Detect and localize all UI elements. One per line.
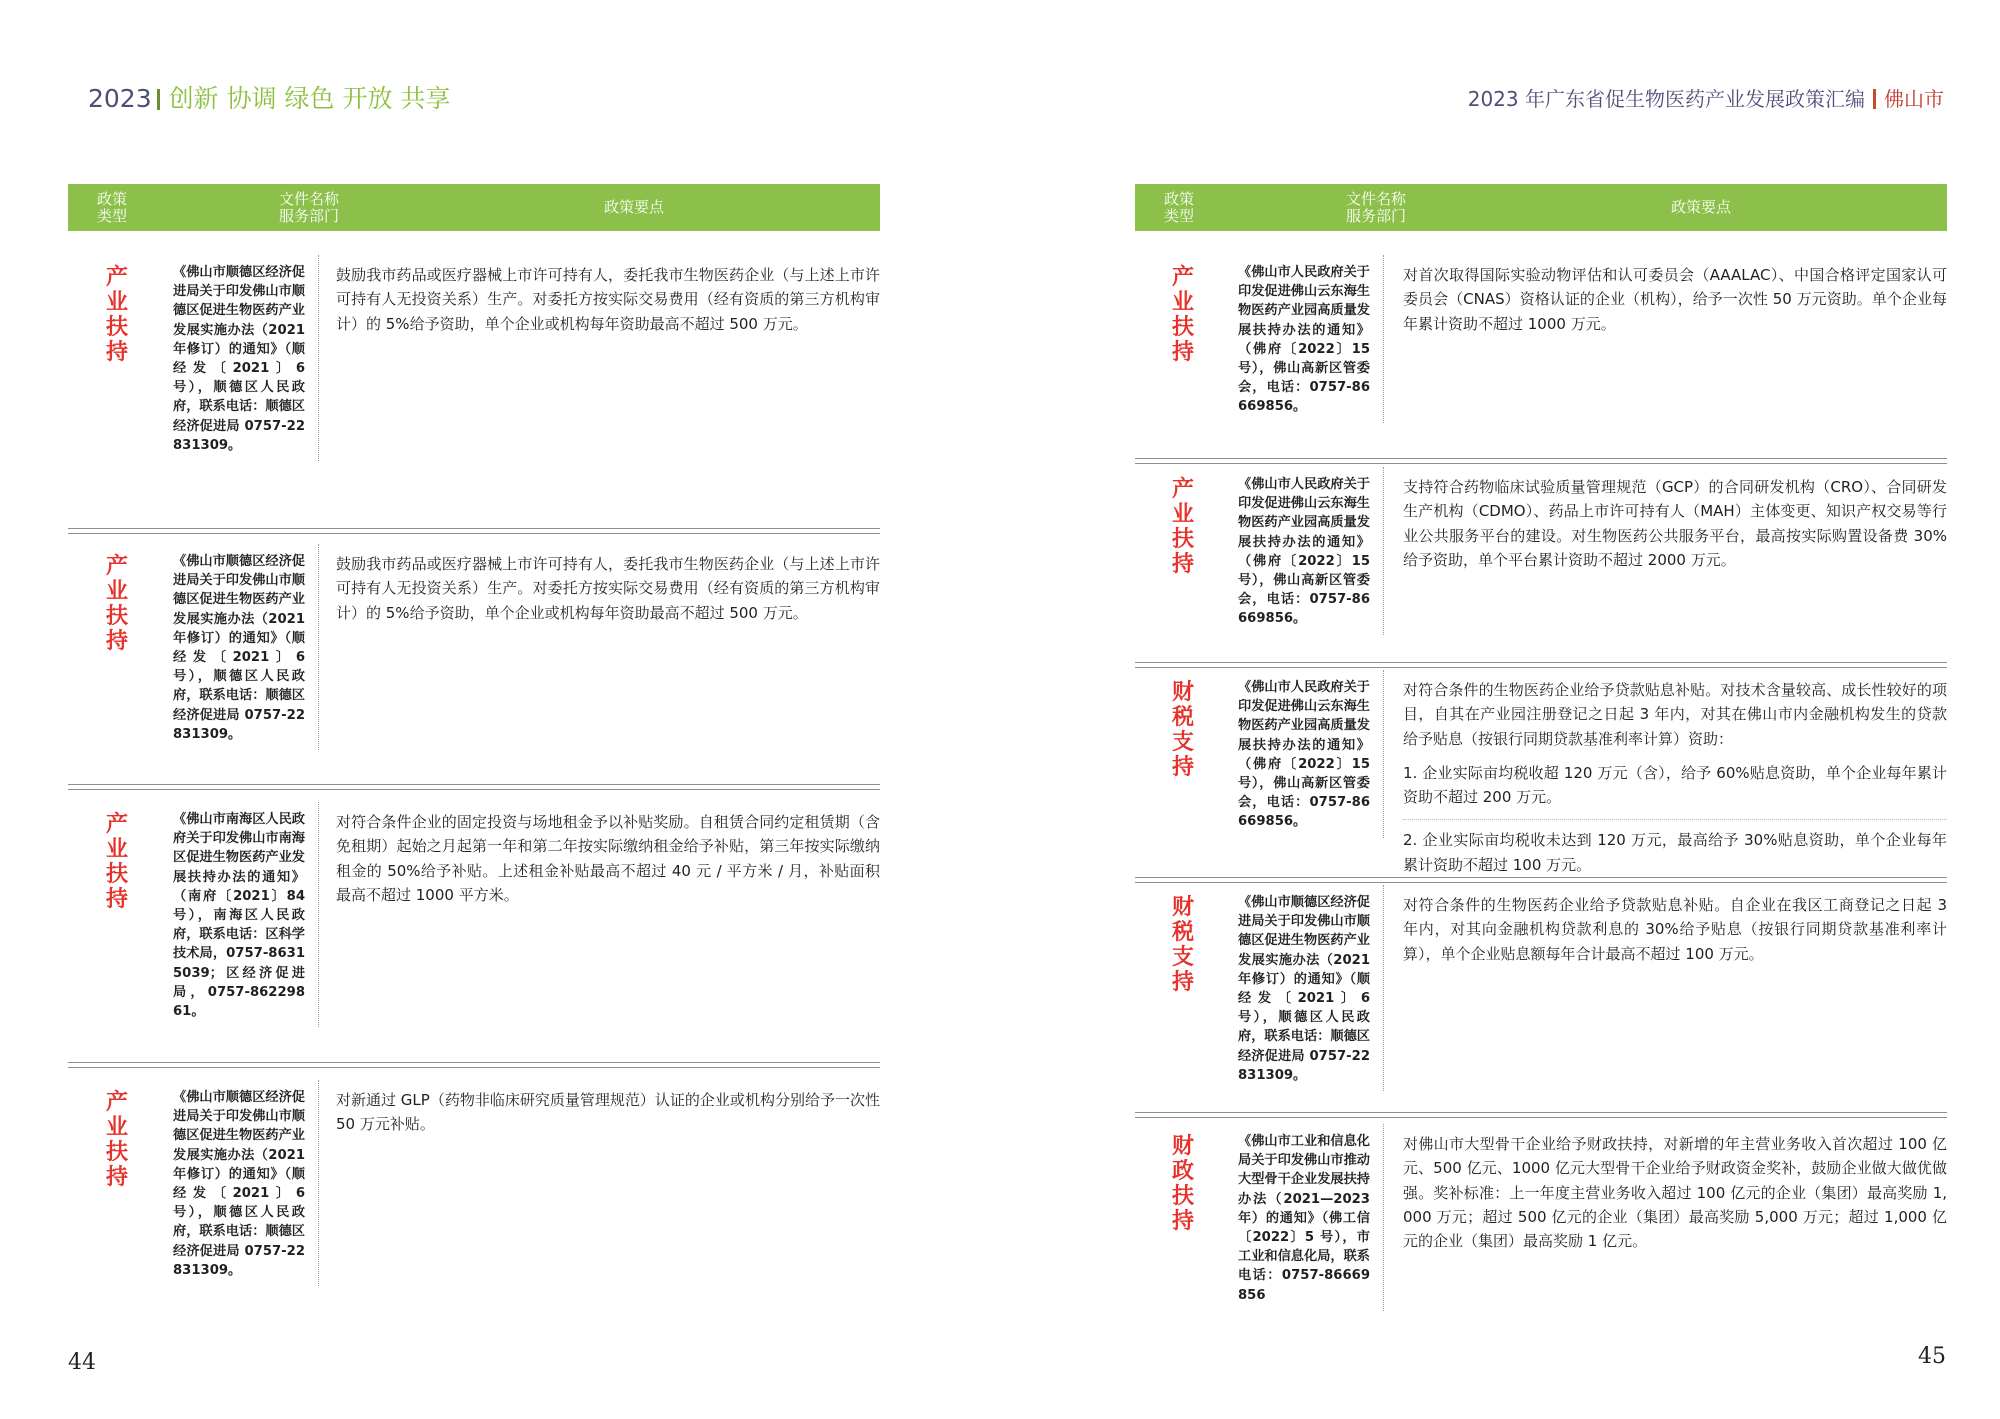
policy-points [1403, 263, 1947, 336]
policy-type: 产业扶持 [1171, 477, 1194, 577]
policy-point: 鼓励我市药品或医疗器械上市许可持有人，委托我市生物医药企业（与上述上市许可持有人无投资关系）生产。对委托方按实际交易费用（经有资质的第三方机构审计）的 5%给予资助，单个企业或机构每年资助最高不超过 500 万元。 [336, 266, 880, 333]
policy-row [68, 520, 880, 782]
col-type-header: 政策 类型 [1163, 189, 1194, 225]
policy-type: 产业扶持 [105, 554, 128, 654]
policy-row [1135, 861, 1947, 1111]
header-divider [157, 89, 160, 110]
policy-row [1135, 231, 1947, 457]
policy-row [1135, 1100, 1947, 1340]
policy-row [1135, 646, 1947, 876]
header-divider [1873, 89, 1876, 109]
document-info: 《佛山市顺德区经济促进局关于印发佛山市顺德区促进生物医药产业发展实施办法（2021 年修订）的通知》（顺经发〔2021〕6 号），顺德区人民政府，联系电话：顺德区经济促进局 0757-22831309。 [173, 1090, 305, 1278]
column-divider [1383, 255, 1384, 423]
column-divider [318, 544, 319, 750]
policy-point: 对新通过 GLP（药物非临床研究质量管理规范）认证的企业或机构分别给予一次性 50 万元补贴。 [336, 1091, 880, 1134]
document-info: 《佛山市人民政府关于印发促进佛山云东海生物医药产业园高质量发展扶持办法的通知》（佛府〔2022〕15 号），佛山高新区管委会，电话：0757-86669856。 [1238, 680, 1370, 830]
policy-point: 对符合条件的生物医药企业给予贷款贴息补贴。对技术含量较高、成长性较好的项目，自其在产业园注册登记之日起 3 年内，对其在佛山市内金融机构发生的贷款给予贴息（按银行同期贷款基准利率计算）资助： [1403, 681, 1947, 748]
column-divider [318, 1080, 319, 1286]
column-divider [1383, 1124, 1384, 1311]
policy-point: 支持符合药物临床试验质量管理规范（GCP）的合同研发机构（CRO）、合同研发生产机构（CDMO）、药品上市许可持有人（MAH）主体变更、知识产权交易等行业公共服务平台的建设。对生物医药公共服务平台，最高按实际购置设备费 30%给予资助，单个平台累计资助不超过 2000 万元。 [1403, 478, 1947, 569]
table-header-left [68, 184, 880, 231]
policy-row [1135, 443, 1947, 661]
page-number-left: 44 [68, 1350, 96, 1375]
policy-points [1403, 475, 1947, 572]
policy-type: 产业扶持 [105, 265, 128, 365]
document-info: 《佛山市顺德区经济促进局关于印发佛山市顺德区促进生物医药产业发展实施办法（2021 年修订）的通知》（顺经发〔2021〕6 号），顺德区人民政府，联系电话：顺德区经济促进局 0757-22831309。 [173, 265, 305, 453]
document-info: 《佛山市人民政府关于印发促进佛山云东海生物医药产业园高质量发展扶持办法的通知》（佛府〔2022〕15 号），佛山高新区管委会，电话：0757-86669856。 [1238, 265, 1370, 415]
policy-type: 财政扶持 [1171, 1134, 1194, 1234]
policy-row [68, 778, 880, 1060]
policy-type: 财税支持 [1171, 680, 1194, 780]
policy-type: 产业扶持 [105, 1090, 128, 1190]
document-info: 《佛山市工业和信息化局关于印发佛山市推动大型骨干企业发展扶持办法（2021—2023 年）的通知》（佛工信〔2022〕5 号），市工业和信息化局，联系电话：0757-86669856 [1238, 1134, 1370, 1303]
header-year: 2023 [88, 84, 152, 113]
policy-points [336, 1088, 880, 1137]
col-doc-header: 文件名称 服务部门 [278, 189, 339, 225]
policy-point: 1. 企业实际亩均税收超 120 万元（含），给予 60%贴息资助，单个企业每年累计资助不超过 200 万元。 [1403, 763, 1947, 807]
col-points-header: 政策要点 [603, 198, 664, 216]
policy-points [1403, 893, 1947, 966]
policy-point: 对符合条件的生物医药企业给予贷款贴息补贴。自企业在我区工商登记之日起 3 年内，对其向金融机构贷款利息的 30%给予贴息（按银行同期贷款基准利率计算），单个企业贴息额每年合计最高不超过 100 万元。 [1403, 896, 1947, 963]
policy-points [1403, 1132, 1947, 1253]
policy-row [68, 1056, 880, 1336]
column-divider [318, 802, 319, 1027]
policy-point: 2. 企业实际亩均税收未达到 120 万元，最高给予 30%贴息资助，单个企业每年累计资助不超过 100 万元。 [1403, 819, 1947, 877]
policy-point: 对佛山市大型骨干企业给予财政扶持，对新增的年主营业务收入首次超过 100 亿元、500 亿元、1000 亿元大型骨干企业给予财政资金奖补，鼓励企业做大做优做强。奖补标准：上一年度主营业务收入超过 100 亿元的企业（集团）最高奖励 1,000 万元；超过 500 亿元的企业（集团）最高奖励 5,000 万元；超过 1,000 亿元的企业（集团）最高奖励 1 亿元。 [1403, 1135, 1947, 1251]
header-slogan: 创新 协调 绿色 开放 共享 [168, 84, 451, 113]
col-type-header: 政策 类型 [96, 189, 127, 225]
column-divider [1383, 467, 1384, 635]
policy-point: 对首次取得国际实验动物评估和认可委员会（AAALAC）、中国合格评定国家认可委员会（CNAS）资格认证的企业（机构），给予一次性 50 万元资助。单个企业每年累计资助不超过 1000 万元。 [1403, 266, 1947, 333]
document-info: 《佛山市顺德区经济促进局关于印发佛山市顺德区促进生物医药产业发展实施办法（2021 年修订）的通知》（顺经发〔2021〕6 号），顺德区人民政府，联系电话：顺德区经济促进局 0757-22831309。 [1238, 895, 1370, 1083]
policy-points [1403, 678, 1947, 877]
policy-points [336, 263, 880, 336]
document-info: 《佛山市人民政府关于印发促进佛山云东海生物医药产业园高质量发展扶持办法的通知》（佛府〔2022〕15 号），佛山高新区管委会，电话：0757-86669856。 [1238, 477, 1370, 627]
policy-points [336, 810, 880, 907]
policy-type: 财税支持 [1171, 895, 1194, 995]
column-divider [1383, 670, 1384, 838]
running-header-right [1468, 82, 1944, 116]
column-divider [1383, 885, 1384, 1091]
table-header-right [1135, 184, 1947, 231]
right-page [1000, 0, 2000, 1419]
policy-type: 产业扶持 [1171, 265, 1194, 365]
document-info: 《佛山市顺德区经济促进局关于印发佛山市顺德区促进生物医药产业发展实施办法（2021 年修订）的通知》（顺经发〔2021〕6 号），顺德区人民政府，联系电话：顺德区经济促进局 0757-22831309。 [173, 554, 305, 742]
document-info: 《佛山市南海区人民政府关于印发佛山市南海区促进生物医药产业发展扶持办法的通知》（南府〔2021〕84 号），南海区人民政府，联系电话：区科学技术局，0757-86315039；区经济促进局，0757-86229861。 [173, 812, 305, 1020]
col-points-header: 政策要点 [1670, 198, 1731, 216]
col-doc-header: 文件名称 服务部门 [1345, 189, 1406, 225]
header-title: 2023 年广东省促生物医药产业发展政策汇编 [1467, 87, 1865, 111]
page-number-right: 45 [1918, 1344, 1946, 1369]
policy-row [68, 231, 880, 527]
policy-point: 对符合条件企业的固定投资与场地租金予以补贴奖励。自租赁合同约定租赁期（含免租期）起始之月起第一年和第二年按实际缴纳租金给予补贴，第三年按实际缴纳租金的 50%给予补贴。上述租金补贴最高不超过 40 元 / 平方米 / 月，补贴面积最高不超过 1000 平方米。 [336, 813, 880, 904]
policy-point: 鼓励我市药品或医疗器械上市许可持有人，委托我市生物医药企业（与上述上市许可持有人无投资关系）生产。对委托方按实际交易费用（经有资质的第三方机构审计）的 5%给予资助，单个企业或机构每年资助最高不超过 500 万元。 [336, 555, 880, 622]
column-divider [318, 255, 319, 461]
policy-points [336, 552, 880, 625]
policy-type: 产业扶持 [105, 812, 128, 912]
running-header-left [88, 82, 450, 116]
header-city: 佛山市 [1884, 87, 1944, 111]
